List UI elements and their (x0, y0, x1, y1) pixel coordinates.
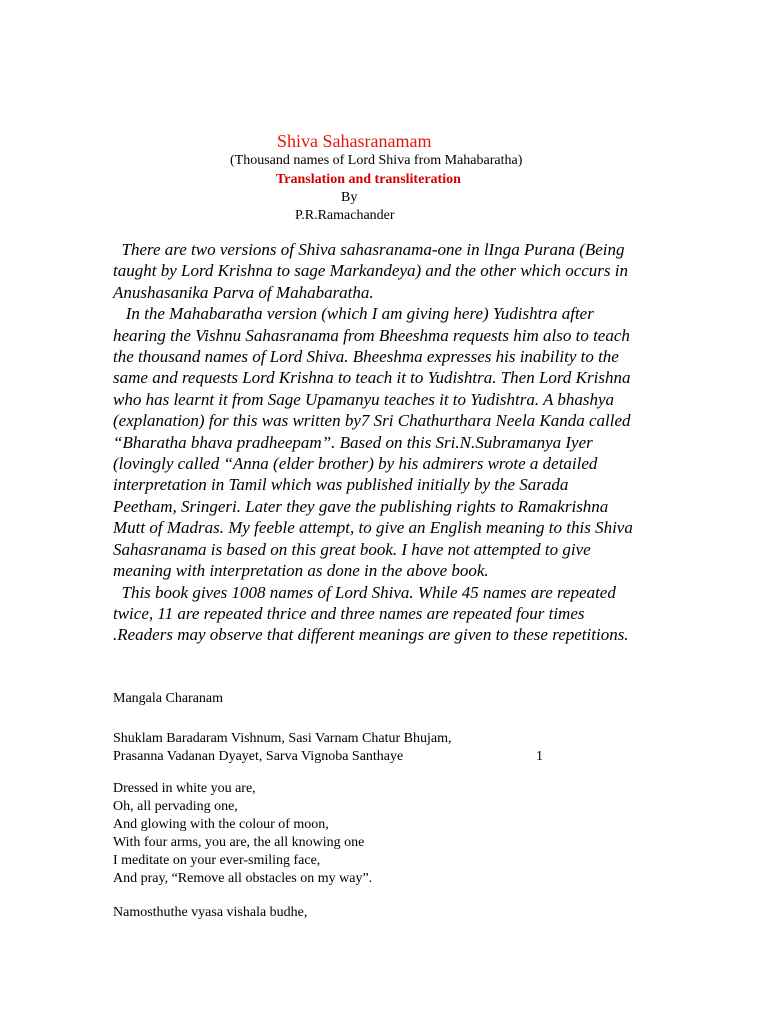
verse-number: 1 (536, 749, 543, 764)
intro-line: (explanation) for this was written by7 Sri Chathurthara Neela Kanda called (113, 411, 631, 431)
intro-line: Mutt of Madras. My feeble attempt, to give an English meaning to this Shiva (113, 518, 633, 538)
intro-line: twice, 11 are repeated thrice and three names are repeated four times (113, 603, 585, 623)
intro-line: taught by Lord Krishna to sage Markandeya) and the other which occurs in (113, 261, 628, 281)
author-name: P.R.Ramachander (295, 208, 395, 223)
page-subtitle: (Thousand names of Lord Shiva from Mahabaratha) (230, 153, 523, 168)
next-shloka-line: Namosthuthe vyasa vishala budhe, (113, 905, 308, 920)
shloka-line: Prasanna Vadanan Dyayet, Sarva Vignoba Santhaye (113, 749, 404, 764)
intro-line: hearing the Vishnu Sahasranama from Bheeshma requests him also to teach (113, 325, 630, 345)
shloka-meaning (113, 780, 372, 888)
mangala-charanam-heading: Mangala Charanam (113, 691, 224, 706)
intro-line: the thousand names of Lord Shiva. Bheeshma expresses his inability to the (113, 347, 619, 367)
intro-line: who has learnt it from Sage Upamanyu teaches it to Yudishtra. A bhashya (113, 389, 615, 409)
intro-line: interpretation in Tamil which was published initially by the Sarada (113, 475, 569, 495)
intro-line: This book gives 1008 names of Lord Shiva. While 45 names are repeated (113, 582, 616, 602)
intro-line: In the Mahabaratha version (which I am giving here) Yudishtra after (113, 304, 594, 324)
meaning-line: And glowing with the colour of moon, (113, 817, 329, 832)
meaning-line: And pray, “Remove all obstacles on my way”. (113, 871, 373, 886)
meaning-line: I meditate on your ever-smiling face, (113, 853, 321, 868)
intro-line: “Bharatha bhava pradheepam”. Based on this Sri.N.Subramanya Iyer (113, 432, 593, 452)
translation-heading: Translation and transliteration (276, 172, 461, 187)
intro-line: There are two versions of Shiva sahasranama-one in lInga Purana (Being (113, 240, 625, 259)
intro-line: Sahasranama is based on this great book. I have not attempted to give (113, 539, 591, 559)
intro-line: meaning with interpretation as done in the above book. (113, 561, 489, 581)
page-title: Shiva Sahasranamam (277, 131, 432, 151)
meaning-line: Oh, all pervading one, (113, 799, 238, 814)
by-label: By (341, 190, 358, 205)
intro-line: Anushasanika Parva of Mahabaratha. (113, 282, 374, 302)
intro-line: same and requests Lord Krishna to teach it to Yudishtra. Then Lord Krishna (113, 368, 631, 388)
intro-line: (lovingly called “Anna (elder brother) by his admirers wrote a detailed (113, 454, 598, 474)
meaning-line: With four arms, you are, the all knowing one (113, 835, 365, 850)
shloka-line: Shuklam Baradaram Vishnum, Sasi Varnam Chatur Bhujam, (113, 731, 452, 746)
intro-line: .Readers may observe that different meanings are given to these repetitions. (113, 625, 629, 645)
mangala-shloka (113, 730, 452, 766)
meaning-line: Dressed in white you are, (113, 781, 256, 796)
intro-line: Peetham, Sringeri. Later they gave the publishing rights to Ramakrishna (113, 496, 609, 516)
introduction-paragraph (113, 239, 673, 646)
